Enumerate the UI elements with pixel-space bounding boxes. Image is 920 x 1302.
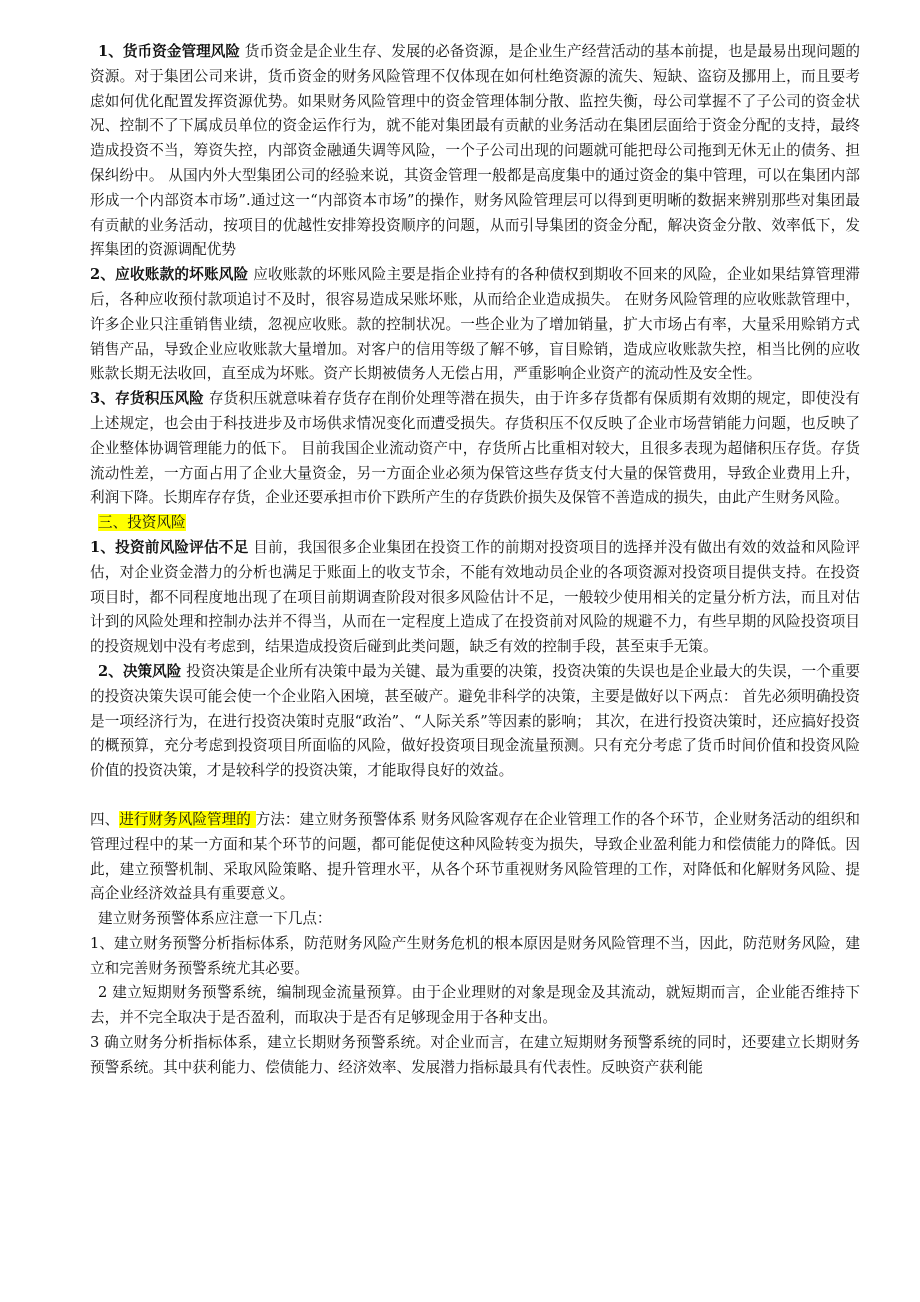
- paragraph-risk-management-method: [90, 808, 860, 907]
- paragraph-cash-risk: [90, 40, 860, 263]
- paragraph-receivable-risk: [90, 263, 860, 387]
- paragraph-warning-item-2: [90, 981, 860, 1031]
- text-risk-management-method: 方法：建立财务预警体系 财务风险客观存在企业管理工作的各个环节，企业财务活动的组织和管理过程中的某一方面和某个环节的问题，都可能促使这种风险转变为损失，导致企业盈利能力和偿债能力的降低。因此，建立预警机制、采取风险策略、提升管理水平，从各个环节重视财务风险管理的工作，对降低和化解财务风险、提高企业经济效益具有重要意义。: [90, 810, 860, 903]
- heading-decision-risk: 2、决策风险: [98, 662, 182, 680]
- prefix-section-four: 四、: [90, 810, 120, 828]
- highlight-risk-management: 进行财务风险管理的: [119, 810, 256, 828]
- heading-pre-investment-risk: 1、投资前风险评估不足: [90, 538, 249, 556]
- highlight-investment-risk: 三、投资风险: [98, 514, 186, 532]
- heading-inventory-risk: 3、存货积压风险: [90, 390, 204, 408]
- text-pre-investment-risk: 目前，我国很多企业集团在投资工作的前期对投资项目的选择并没有做出有效的效益和风险评估，对企业资金潜力的分析也满足于账面上的收支节余，不能有效地动员企业的各项资源对投资项目提供支持。在投资 项目时，都不同程度地出现了在项目前期调查阶段对很多风险估计不足，一般较少使用相关的定量分析方法，而且对估计到的风险处理和控制办法并不得当，从而在一定程度上造成了在投资前对风险的规避不力，有些早期的风险投资项目的投资规划中没有考虑到，结果造成投资后碰到此类问题，缺乏有效的控制手段，甚至束手无策。: [90, 538, 860, 656]
- heading-receivable-risk: 2、应收账款的坏账风险: [90, 266, 249, 284]
- blank-line: [90, 784, 860, 808]
- text-decision-risk: 投资决策是企业所有决策中最为关键、最为重要的决策，投资决策的失误也是企业最大的失误，一个重要的投资决策失误可能会使一个企业陷入困境，甚至破产。避免非科学的决策，主要是做好以下两点： 首先必须明确投资是一项经济行为，在进行投资决策时克服“政治”、“人际关系”等因素的影响； 其次，在进行投资决策时，还应搞好投资的概预算，充分考虑到投资项目所面临的风险，做好投资项目现金流量预测。只有充分考虑了货币时间价值和投资风险价值的投资决策，才是较科学的投资决策，才能取得良好的效益。: [90, 662, 860, 780]
- paragraph-warning-notes: [90, 907, 860, 932]
- paragraph-warning-item-1: [90, 932, 860, 982]
- text-warning-item-3: 3 确立财务分析指标体系，建立长期财务预警系统。对企业而言，在建立短期财务预警系统的同时，还要建立长期财务预警系统。其中获利能力、偿债能力、经济效率、发展潜力指标最具有代表性。反映资产获利能: [90, 1034, 860, 1076]
- section-heading-investment-risk: [90, 511, 860, 536]
- text-warning-notes: 建立财务预警体系应注意一下几点：: [98, 910, 332, 928]
- heading-cash-risk: 1、货币资金管理风险: [98, 43, 241, 60]
- paragraph-decision-risk: [90, 660, 860, 784]
- text-warning-item-1: 1、建立财务预警分析指标体系，防范财务风险产生财务危机的根本原因是财务风险管理不当，因此，防范财务风险，建立和完善财务预警系统尤其必要。: [90, 934, 860, 977]
- paragraph-pre-investment-risk: [90, 536, 860, 660]
- text-inventory-risk: 存货积压就意味着存货存在削价处理等潜在损失，由于许多存货都有保质期有效期的规定，即使没有上述规定，也会由于科技进步及市场供求情况变化而遭受损失。存货积压不仅反映了企业市场营销能力问题，也反映了企业整体协调管理能力的低下。 目前我国企业流动资产中，存货所占比重相对较大，且很多表现为超储积压存货。存货流动性差，一方面占用了企业大量资金，另一方面企业必须为保管这些存货支付大量的保管费用，导致企业费用上升，利润下降。长期库存存货，企业还要承担市价下跌所产生的存货跌价损失及保管不善造成的损失，由此产生财务风险。: [90, 390, 860, 507]
- text-cash-risk: 货币资金是企业生存、发展的必备资源，是企业生产经营活动的基本前提，也是最易出现问题的资源。对于集团公司来讲，货币资金的财务风险管理不仅体现在如何杜绝资源的流失、短缺、盗窃及挪用上，而且要考虑如何优化配置发挥资源优势。如果财务风险管理中的资金管理体制分散、监控失衡，母公司掌握不了子公司的资金状况、控制不了下属成员单位的资金运作行为，就不能对集团最有贡献的业务活动在集团层面给于资金分配的支持，最终造成投资不当，筹资失控，内部资金融通失调等风险，一个子公司出现的问题就可能把母公司拖到无休无止的债务、担保纠纷中。 从国内外大型集团公司的经验来说，其资金管理一般都是高度集中的通过资金的集中管理，可以在集团内部形成一个内部资本市场”.通过这一“内部资本市场”的操作，财务风险管理层可以得到更明晰的数据来辨别那些对集团最有贡献的业务活动，按项目的优越性安排筹投资顺序的问题，从而引导集团的资金分配，解决资金分散、效率低下，发挥集团的资源调配优势: [90, 43, 860, 259]
- paragraph-warning-item-3: [90, 1031, 860, 1081]
- text-warning-item-2: 2 建立短期财务预警系统，编制现金流量预算。由于企业理财的对象是现金及其流动，就短期而言，企业能否维持下去，并不完全取决于是否盈利，而取决于是否有足够现金用于各种支出。: [90, 984, 860, 1027]
- paragraph-inventory-risk: [90, 387, 860, 511]
- text-receivable-risk: 应收账款的坏账风险主要是指企业持有的各种债权到期收不回来的风险，企业如果结算管理滞后，各种应收预付款项追讨不及时，很容易造成呆账坏账，从而给企业造成损失。 在财务风险管理的应收账款管理中，许多企业只注重销售业绩，忽视应收账。款的控制状况。一些企业为了增加销量，扩大市场占有率，大量采用赊销方式销售产品，导致企业应收账款大量增加。对客户的信用等级了解不够，盲目赊销，造成应收账款失控，相当比例的应收账款长期无法收回，直至成为坏账。资产长期被债务人无偿占用，严重影响企业资产的流动性及安全性。: [90, 266, 860, 383]
